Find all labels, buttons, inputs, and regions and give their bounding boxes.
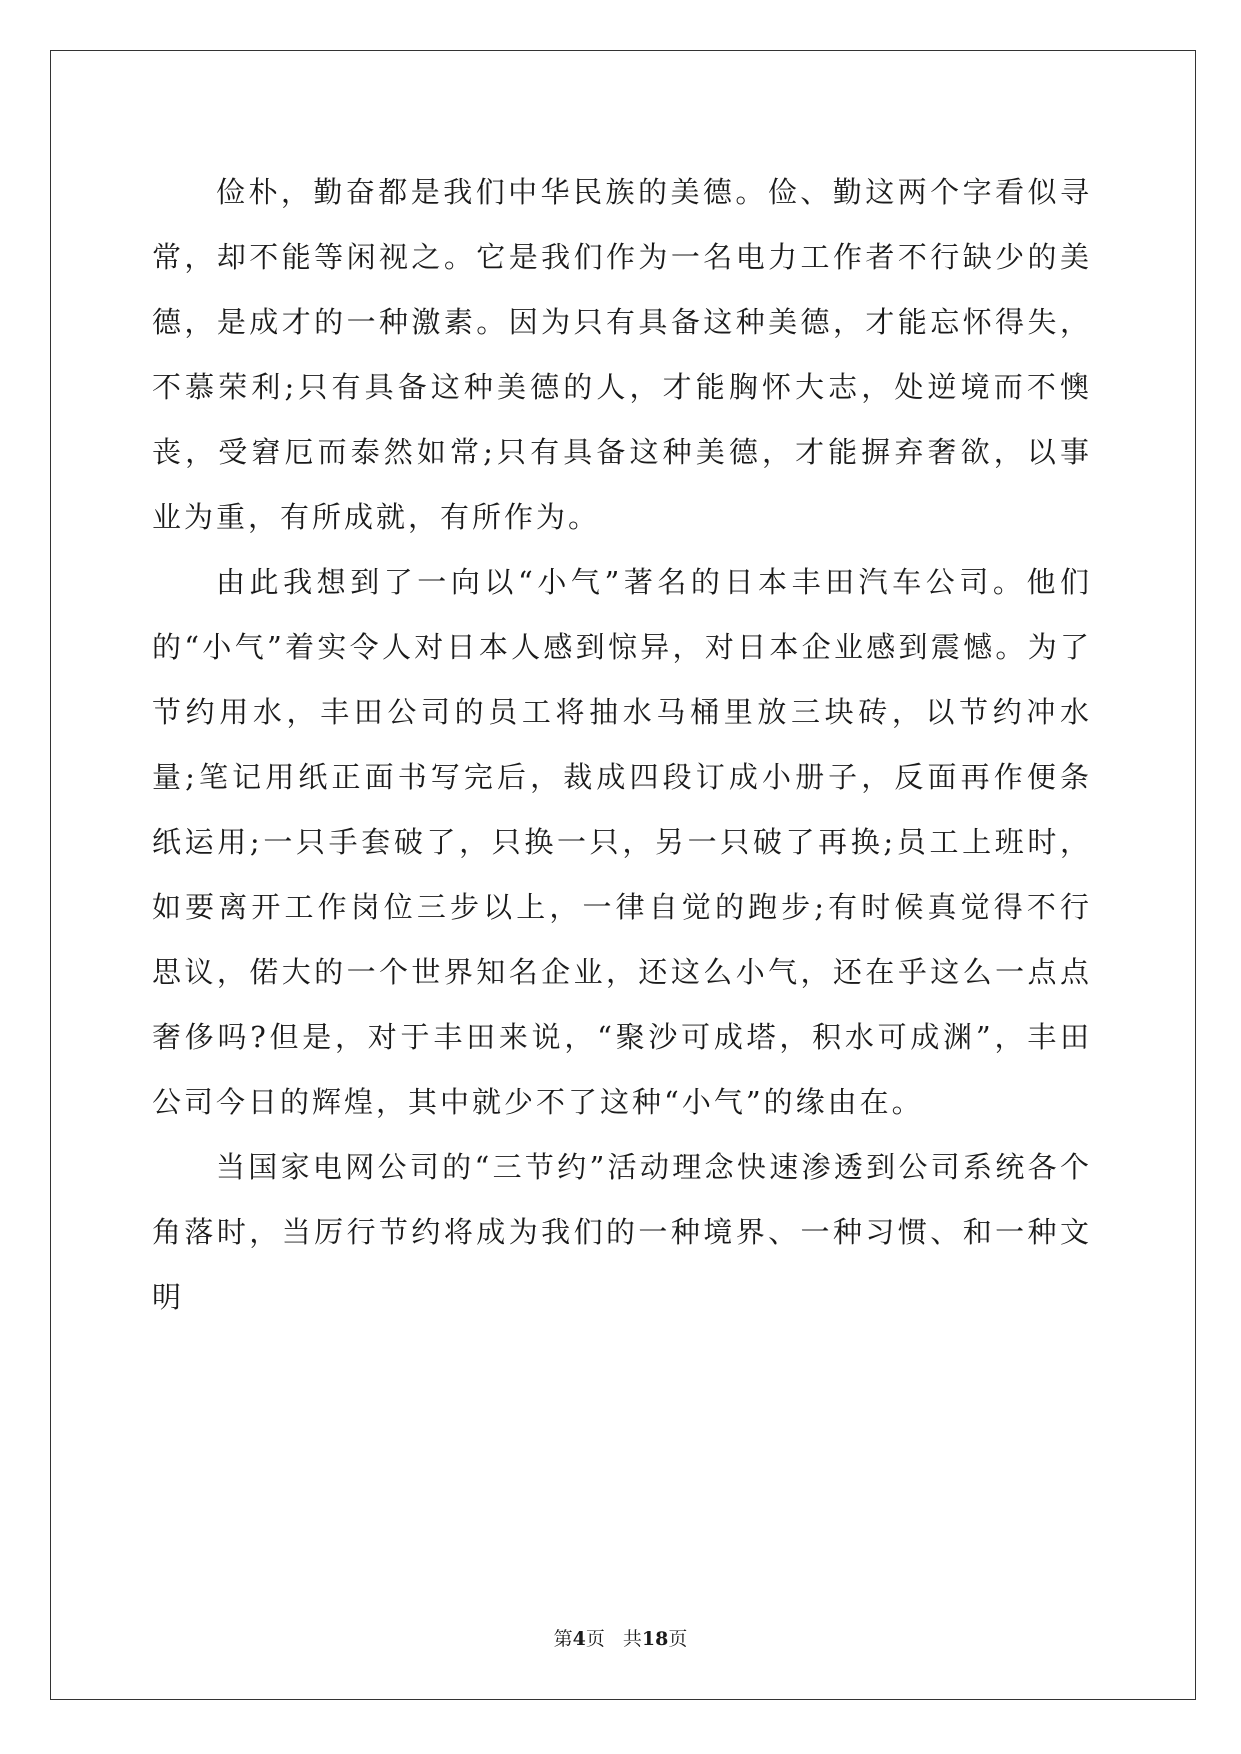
document-body — [152, 160, 1092, 1330]
paragraph-1: 俭朴，勤奋都是我们中华民族的美德。俭、勤这两个字看似寻常，却不能等闲视之。它是我们作为一名电力工作者不行缺少的美德，是成才的一种激素。因为只有具备这种美德，才能忘怀得失，不慕荣利;只有具备这种美德的人，才能胸怀大志，处逆境而不懊丧，受窘厄而泰然如常;只有具备这种美德，才能摒弃奢欲，以事业为重，有所成就，有所作为。 — [152, 175, 1092, 534]
footer-total-pages: 18 — [641, 1628, 669, 1650]
footer-prefix: 第 — [553, 1628, 573, 1650]
page-footer — [0, 1624, 1241, 1651]
footer-total-prefix: 共 — [622, 1628, 642, 1650]
paragraph-3: 当国家电网公司的“三节约”活动理念快速渗透到公司系统各个角落时，当厉行节约将成为我们的一种境界、一种习惯、和一种文明 — [152, 1150, 1092, 1314]
footer-total-unit: 页 — [668, 1628, 688, 1650]
footer-page-unit: 页 — [585, 1628, 605, 1650]
paragraph-2: 由此我想到了一向以“小气”著名的日本丰田汽车公司。他们的“小气”着实令人对日本人感到惊异，对日本企业感到震憾。为了节约用水，丰田公司的员工将抽水马桶里放三块砖，以节约冲水量;笔记用纸正面书写完后，裁成四段订成小册子，反面再作便条纸运用;一只手套破了，只换一只，另一只破了再换;员工上班时，如要离开工作岗位三步以上，一律自觉的跑步;有时候真觉得不行思议，偌大的一个世界知名企业，还这么小气，还在乎这么一点点奢侈吗?但是，对于丰田来说，“聚沙可成塔，积水可成渊”，丰田公司今日的辉煌，其中就少不了这种“小气”的缘由在。 — [152, 565, 1092, 1119]
footer-page-number: 4 — [572, 1628, 586, 1650]
